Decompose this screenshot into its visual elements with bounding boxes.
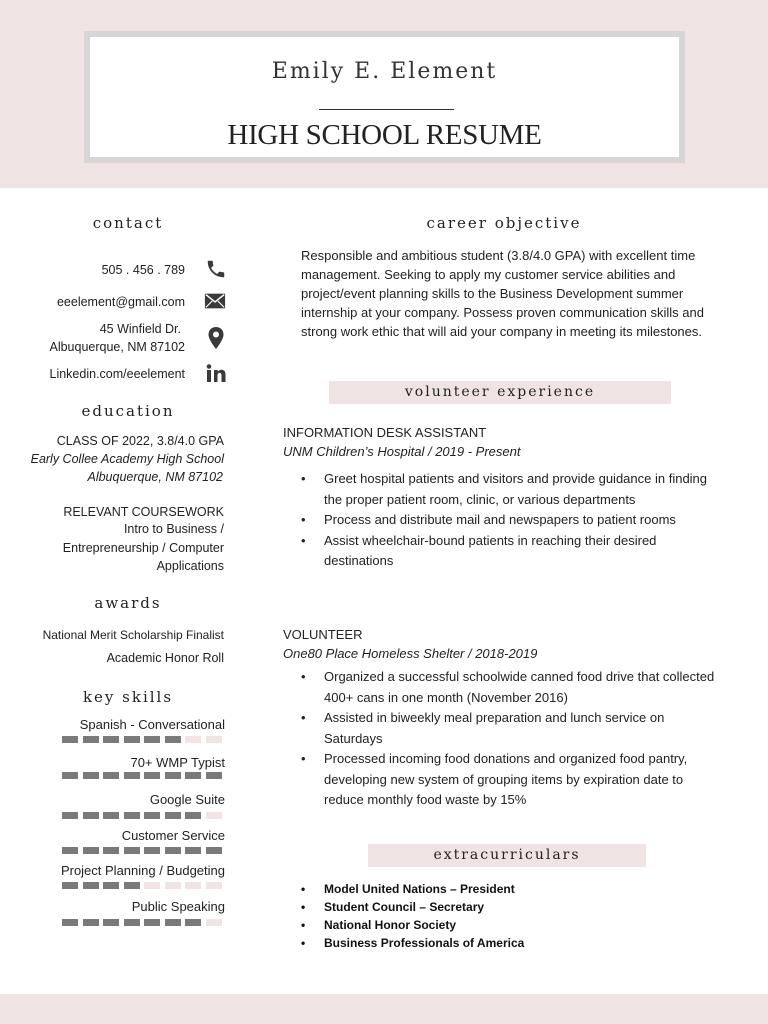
job-organization: UNM Children’s Hospital / 2019 - Present xyxy=(283,444,521,459)
contact-phone: 505 . 456 . 789 xyxy=(101,263,185,277)
extracurricular-item: • Model United Nations – President xyxy=(298,880,524,898)
skill-level-segment xyxy=(144,919,160,926)
skill-level-segment xyxy=(103,772,119,779)
contact-address-line1: 45 Winfield Dr. xyxy=(99,322,181,336)
education-location: Albuquerque, NM 87102 xyxy=(87,470,223,484)
education-school: Early Collee Academy High School xyxy=(30,452,224,466)
skill-level-segment xyxy=(144,772,160,779)
job-title: INFORMATION DESK ASSISTANT xyxy=(283,425,487,440)
skill-level-segment xyxy=(62,736,78,743)
objective-text: Responsible and ambitious student (3.8/4.0 GPA) with excellent time management. Seeking to apply my customer service abilities and project/event planning skills to the Business Development summer internship at your company. Possess proven communication skills and strong work ethic that will aid your company in meeting its milestones. xyxy=(301,248,704,339)
skill-label: Customer Service xyxy=(121,828,225,843)
skill-level-segment xyxy=(103,882,119,889)
job-bullets xyxy=(298,469,718,572)
extracurriculars-heading: extracurriculars xyxy=(368,844,646,867)
skill-level-segment xyxy=(62,847,78,854)
skill-level-bar xyxy=(62,882,224,889)
skill-level-bar xyxy=(62,847,224,854)
skill-level-segment xyxy=(206,919,222,926)
skill-label: Project Planning / Budgeting xyxy=(60,863,225,878)
location-pin-icon xyxy=(206,326,228,348)
extracurricular-item: • Business Professionals of America xyxy=(298,934,524,952)
extracurriculars-list xyxy=(298,880,524,952)
contact-heading: contact xyxy=(92,214,164,232)
coursework-line: Applications xyxy=(156,559,224,573)
skill-level-segment xyxy=(206,812,222,819)
contact-linkedin: Linkedin.com/eeelement xyxy=(49,367,185,381)
skill-level-segment xyxy=(165,882,181,889)
skill-level-bar xyxy=(62,812,224,819)
skill-label: Public Speaking xyxy=(131,899,225,914)
skill-level-bar xyxy=(62,772,224,779)
skill-level-segment xyxy=(83,772,99,779)
skill-level-segment xyxy=(124,772,140,779)
job-bullet: • Process and distribute mail and newspapers to patient rooms xyxy=(298,510,718,531)
job-bullet: • Greet hospital patients and visitors and provide guidance in finding the proper patient room, clinic, or various departments xyxy=(298,469,718,510)
contact-address-line2: Albuquerque, NM 87102 xyxy=(49,340,185,354)
skill-level-segment xyxy=(144,847,160,854)
skill-level-segment xyxy=(165,847,181,854)
extracurricular-item: • Student Council – Secretary xyxy=(298,898,524,916)
name-divider xyxy=(319,109,454,110)
job-bullets xyxy=(298,667,718,811)
award-item: Academic Honor Roll xyxy=(106,651,224,665)
skill-level-segment xyxy=(124,847,140,854)
skill-level-segment xyxy=(124,736,140,743)
job-bullet: • Organized a successful schoolwide canned food drive that collected 400+ cans in one month (November 2016) xyxy=(298,667,718,708)
skill-level-segment xyxy=(165,919,181,926)
key-skills-heading: key skills xyxy=(82,688,174,706)
skill-level-bar xyxy=(62,919,224,926)
footer-band xyxy=(0,994,768,1024)
skill-level-segment xyxy=(103,919,119,926)
skill-level-segment xyxy=(144,736,160,743)
skill-label: Google Suite xyxy=(149,792,225,807)
education-class: CLASS OF 2022, 3.8/4.0 GPA xyxy=(56,434,224,448)
awards-heading: awards xyxy=(94,594,162,612)
skill-level-segment xyxy=(144,882,160,889)
skill-level-segment xyxy=(185,772,201,779)
coursework-line: Entrepreneurship / Computer xyxy=(62,541,224,555)
resume-title: HIGH SCHOOL RESUME xyxy=(227,119,542,151)
skill-level-segment xyxy=(83,812,99,819)
skill-level-segment xyxy=(124,919,140,926)
skill-level-segment xyxy=(62,882,78,889)
skill-level-segment xyxy=(62,919,78,926)
mail-icon xyxy=(204,292,226,314)
skill-level-segment xyxy=(165,772,181,779)
objective-heading: career objective xyxy=(426,214,582,232)
skill-level-segment xyxy=(165,812,181,819)
skill-level-segment xyxy=(83,919,99,926)
skill-level-segment xyxy=(83,847,99,854)
coursework-line: Intro to Business / xyxy=(123,522,224,536)
name-box xyxy=(84,31,685,163)
job-bullet: • Processed incoming food donations and organized food pantry, developing new system of grouping items by expiration date to reduce monthly food waste by 15% xyxy=(298,749,718,811)
skill-level-segment xyxy=(206,882,222,889)
skill-label: 70+ WMP Typist xyxy=(130,755,225,770)
contact-email: eeelement@gmail.com xyxy=(56,295,185,309)
skill-level-segment xyxy=(103,812,119,819)
job-title: VOLUNTEER xyxy=(283,627,363,642)
skill-level-segment xyxy=(124,812,140,819)
skill-level-segment xyxy=(144,812,160,819)
skill-level-segment xyxy=(83,736,99,743)
skill-level-segment xyxy=(185,736,201,743)
phone-icon xyxy=(205,258,227,280)
skill-level-segment xyxy=(206,847,222,854)
skill-level-segment xyxy=(185,812,201,819)
job-organization: One80 Place Homeless Shelter / 2018-2019 xyxy=(283,646,538,661)
skill-level-segment xyxy=(62,772,78,779)
skill-level-segment xyxy=(62,812,78,819)
skill-level-segment xyxy=(103,847,119,854)
skill-label: Spanish - Conversational xyxy=(79,717,225,732)
skill-level-segment xyxy=(185,847,201,854)
skill-level-segment xyxy=(165,736,181,743)
coursework-heading: RELEVANT COURSEWORK xyxy=(63,505,224,519)
skill-level-segment xyxy=(124,882,140,889)
job-bullet: • Assisted in biweekly meal preparation and lunch service on Saturdays xyxy=(298,708,718,749)
linkedin-icon xyxy=(206,364,228,386)
education-heading: education xyxy=(81,402,175,420)
award-item: National Merit Scholarship Finalist xyxy=(42,628,224,642)
skill-level-segment xyxy=(185,882,201,889)
skill-level-segment xyxy=(206,736,222,743)
skill-level-segment xyxy=(103,736,119,743)
volunteer-heading: volunteer experience xyxy=(329,381,671,404)
job-bullet: • Assist wheelchair-bound patients in reaching their desired destinations xyxy=(298,531,718,572)
extracurricular-item: • National Honor Society xyxy=(298,916,524,934)
skill-level-segment xyxy=(83,882,99,889)
skill-level-segment xyxy=(185,919,201,926)
candidate-name: Emily E. Element xyxy=(271,59,498,84)
skill-level-segment xyxy=(206,772,222,779)
skill-level-bar xyxy=(62,736,224,743)
